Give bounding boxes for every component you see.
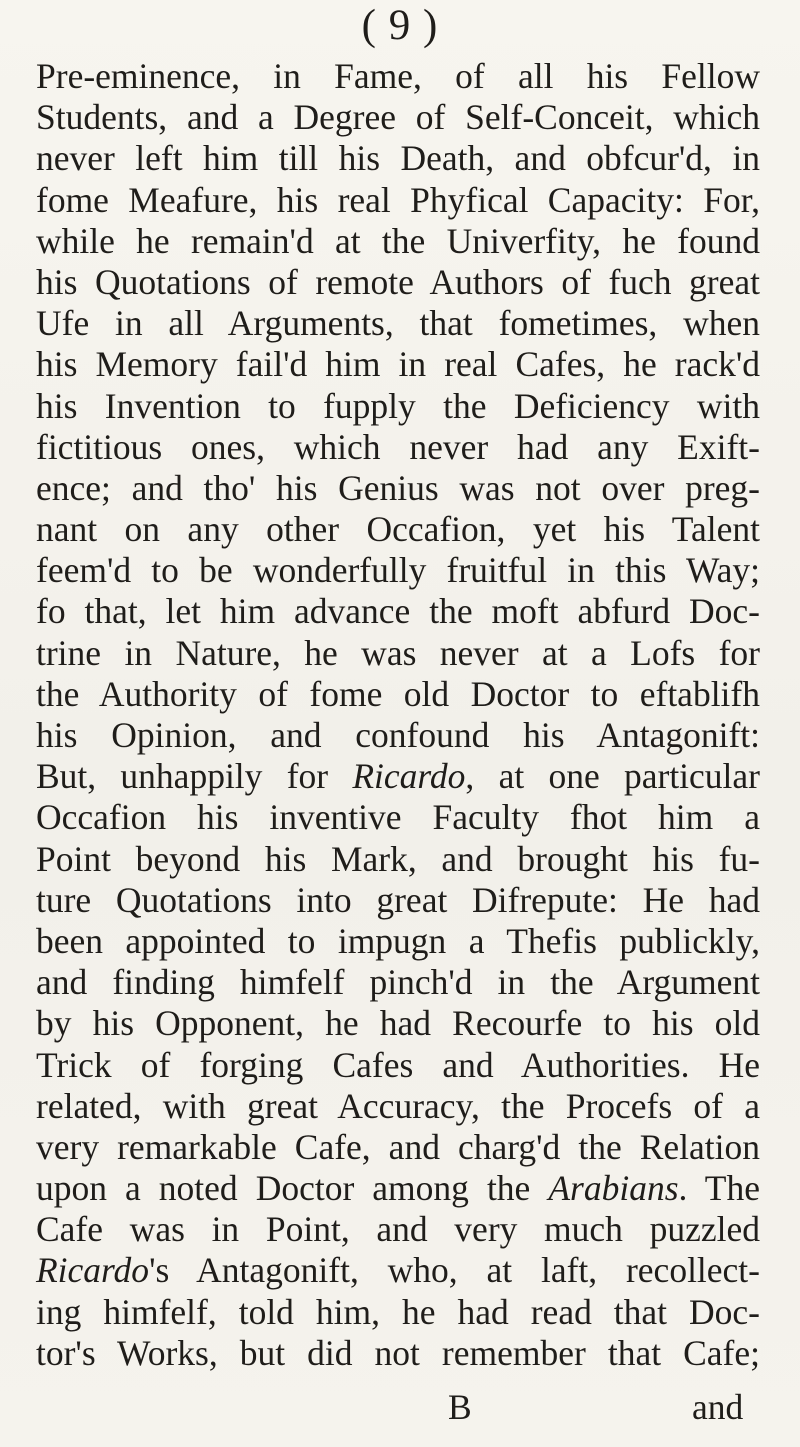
- text-line: by his Opponent, he had Recourfe to his old: [36, 1003, 760, 1044]
- text-line: tor's Works, but did not remember that Cafe;: [36, 1332, 760, 1373]
- text-line: trine in Nature, he was never at a Lofs for: [36, 632, 760, 673]
- text-line: his Opinion, and confound his Antagonift:: [36, 715, 760, 755]
- text-line: his Quotations of remote Authors of fuch great: [36, 261, 760, 302]
- text-line: Ricardo's Antagonift, who, at laft, recollect-: [36, 1250, 760, 1291]
- text-line: Trick of forging Cafes and Authorities. He: [36, 1044, 760, 1085]
- text-line: the Authority of fome old Doctor to eftablifh: [36, 673, 760, 714]
- text-line: ing himfelf, told him, he had read that Doc-: [36, 1291, 760, 1332]
- text-line: But, unhappily for Ricardo, at one particular: [36, 756, 760, 797]
- text-line: ture Quotations into great Difrepute: He had: [36, 879, 760, 920]
- italic-text: Arabians: [548, 1168, 679, 1209]
- text-line: and finding himfelf pinch'd in the Argument: [36, 962, 760, 1003]
- text-line: fo that, let him advance the moft abfurd Doc-: [36, 591, 760, 632]
- text-line: while he remain'd at the Univerfity, he found: [36, 220, 760, 261]
- body-text: [36, 56, 760, 1374]
- text-line: Ufe in all Arguments, that fometimes, when: [36, 303, 760, 344]
- text-line: his Invention to fupply the Deficiency with: [36, 385, 760, 426]
- text-line: Cafe was in Point, and very much puzzled: [36, 1209, 760, 1250]
- text-line: related, with great Accuracy, the Procefs of a: [36, 1085, 760, 1126]
- catchword: and: [692, 1387, 744, 1427]
- text-line: never left him till his Death, and obfcur'd, in: [36, 138, 760, 179]
- text-line: nant on any other Occafion, yet his Talent: [36, 509, 760, 550]
- text-line: Students, and a Degree of Self-Conceit, which: [36, 97, 760, 138]
- text-line: upon a noted Doctor among the Arabians. The: [36, 1168, 760, 1209]
- text-line: Point beyond his Mark, and brought his fu-: [36, 838, 760, 879]
- text-line: been appointed to impugn a Thefis publickly,: [36, 920, 760, 961]
- text-line: fome Meafure, his real Phyfical Capacity: For,: [36, 179, 760, 220]
- page-number: ( 9 ): [361, 2, 439, 49]
- footer-row: [0, 1385, 800, 1429]
- italic-text: Ricardo: [352, 756, 466, 797]
- text-line: fictitious ones, which never had any Exift-: [36, 426, 760, 467]
- text-line: his Memory fail'd him in real Cafes, he rack'd: [36, 344, 760, 385]
- text-line: Occafion his inventive Faculty fhot him a: [36, 797, 760, 838]
- signature-mark: B: [448, 1387, 472, 1427]
- text-line: very remarkable Cafe, and charg'd the Relation: [36, 1126, 760, 1167]
- text-line: Pre-eminence, in Fame, of all his Fellow: [36, 56, 760, 96]
- text-line: ence; and tho' his Genius was not over preg-: [36, 467, 760, 508]
- text-line: feem'd to be wonderfully fruitful in this Way;: [36, 550, 760, 591]
- italic-text: Ricardo: [36, 1250, 150, 1291]
